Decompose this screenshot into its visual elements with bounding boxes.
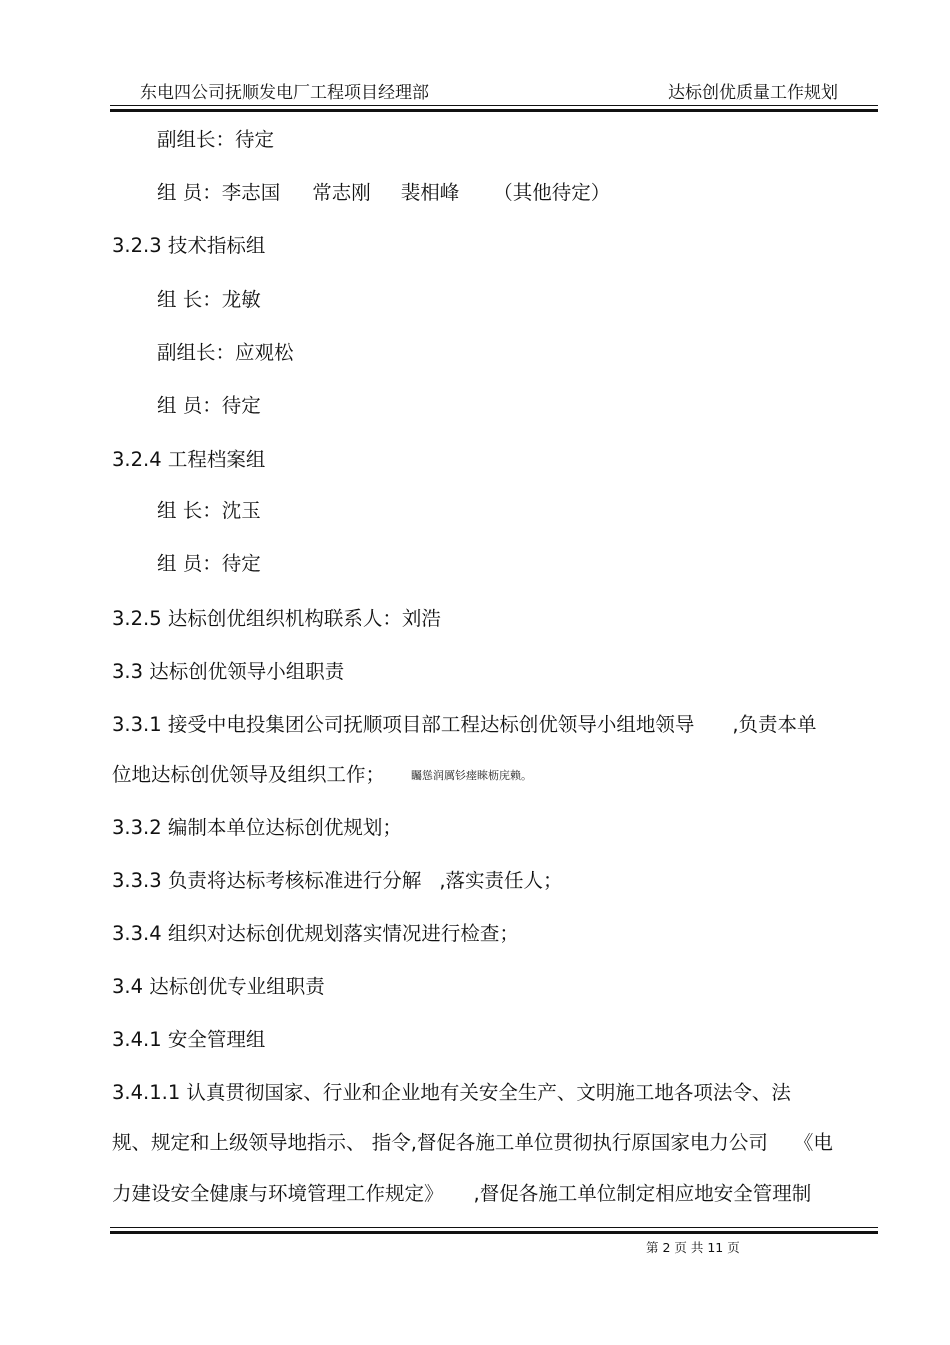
value: 龙敏 (221, 288, 261, 311)
label: 组 员： (157, 552, 222, 575)
value: 沈玉 (221, 499, 261, 522)
deputy-leader-line (157, 127, 274, 153)
text-segment: 规、规定和上级领导地指示、 指令,督促各施工单位贯彻执行原国家电力公司 (112, 1131, 768, 1154)
contact-line: 3.2.5 达标创优组织机构联系人：刘浩 (112, 607, 441, 630)
members-note: （其他待定） (493, 181, 611, 204)
label: 组 长： (157, 288, 222, 311)
section-heading: 3.4.1 安全管理组 (112, 1028, 266, 1051)
member-name: 裴相峰 (400, 181, 460, 204)
text-segment: ,负责本单 (732, 713, 817, 736)
text-segment: 位地达标创优领导及组织工作； (112, 763, 386, 786)
member-name: 常志刚 (312, 181, 371, 204)
text-segment: 3.3.1 接受中电投集团公司抚顺项目部工程达标创优领导小组地领导 (112, 713, 695, 736)
label: 组 员： (157, 181, 222, 204)
value: 待定 (221, 394, 261, 417)
value: 应观松 (235, 341, 294, 364)
section-heading: 3.2.3 技术指标组 (112, 234, 266, 257)
text-segment: 3.3.3 负责将达标考核标准进行分解 (112, 869, 422, 892)
text-segment: 《电 (793, 1131, 833, 1154)
members-line (157, 180, 610, 206)
deputy-leader-line (157, 340, 294, 366)
paragraph-line (112, 1130, 833, 1156)
section-heading: 3.2.4 工程档案组 (112, 448, 266, 471)
label: 副组长： (157, 128, 236, 151)
paragraph-line (112, 1181, 811, 1207)
label: 组 长： (157, 499, 222, 522)
members-line (157, 393, 261, 419)
paragraph-line (112, 712, 817, 738)
leader-line (157, 498, 261, 524)
text-segment: 力建设安全健康与环境管理工作规定》 (112, 1182, 444, 1205)
section-heading: 3.4 达标创优专业组职责 (112, 975, 325, 998)
leader-line (157, 287, 261, 313)
header-doc-title: 达标创优质量工作规划 (668, 83, 838, 103)
paragraph-line: 3.3.4 组织对达标创优规划落实情况进行检查； (112, 922, 519, 945)
member-name: 李志国 (221, 181, 281, 204)
section-heading: 3.3 达标创优领导小组职责 (112, 660, 345, 683)
paragraph-line: 3.4.1.1 认真贯彻国家、行业和企业地有关安全生产、文明施工地各项法令、法 (112, 1081, 791, 1104)
text-segment: ,落实责任人； (439, 869, 563, 892)
label: 组 员： (157, 394, 222, 417)
paragraph-line (112, 868, 563, 894)
value: 待定 (221, 552, 261, 575)
text-segment: ,督促各施工单位制定相应地安全管理制 (473, 1182, 812, 1205)
paragraph-line (112, 762, 532, 789)
members-line (157, 551, 261, 577)
garbled-note: 矚慫润厲钐瘗睞枥庑赖。 (411, 768, 533, 782)
value: 待定 (235, 128, 275, 151)
footer-rule-thick (110, 1231, 878, 1234)
footer-rule-thin (110, 1227, 878, 1228)
page-number: 第 2 页 共 11 页 (646, 1240, 740, 1255)
header-company: 东电四公司抚顺发电厂工程项目经理部 (140, 83, 429, 103)
paragraph-line: 3.3.2 编制本单位达标创优规划； (112, 816, 402, 839)
label: 副组长： (157, 341, 236, 364)
